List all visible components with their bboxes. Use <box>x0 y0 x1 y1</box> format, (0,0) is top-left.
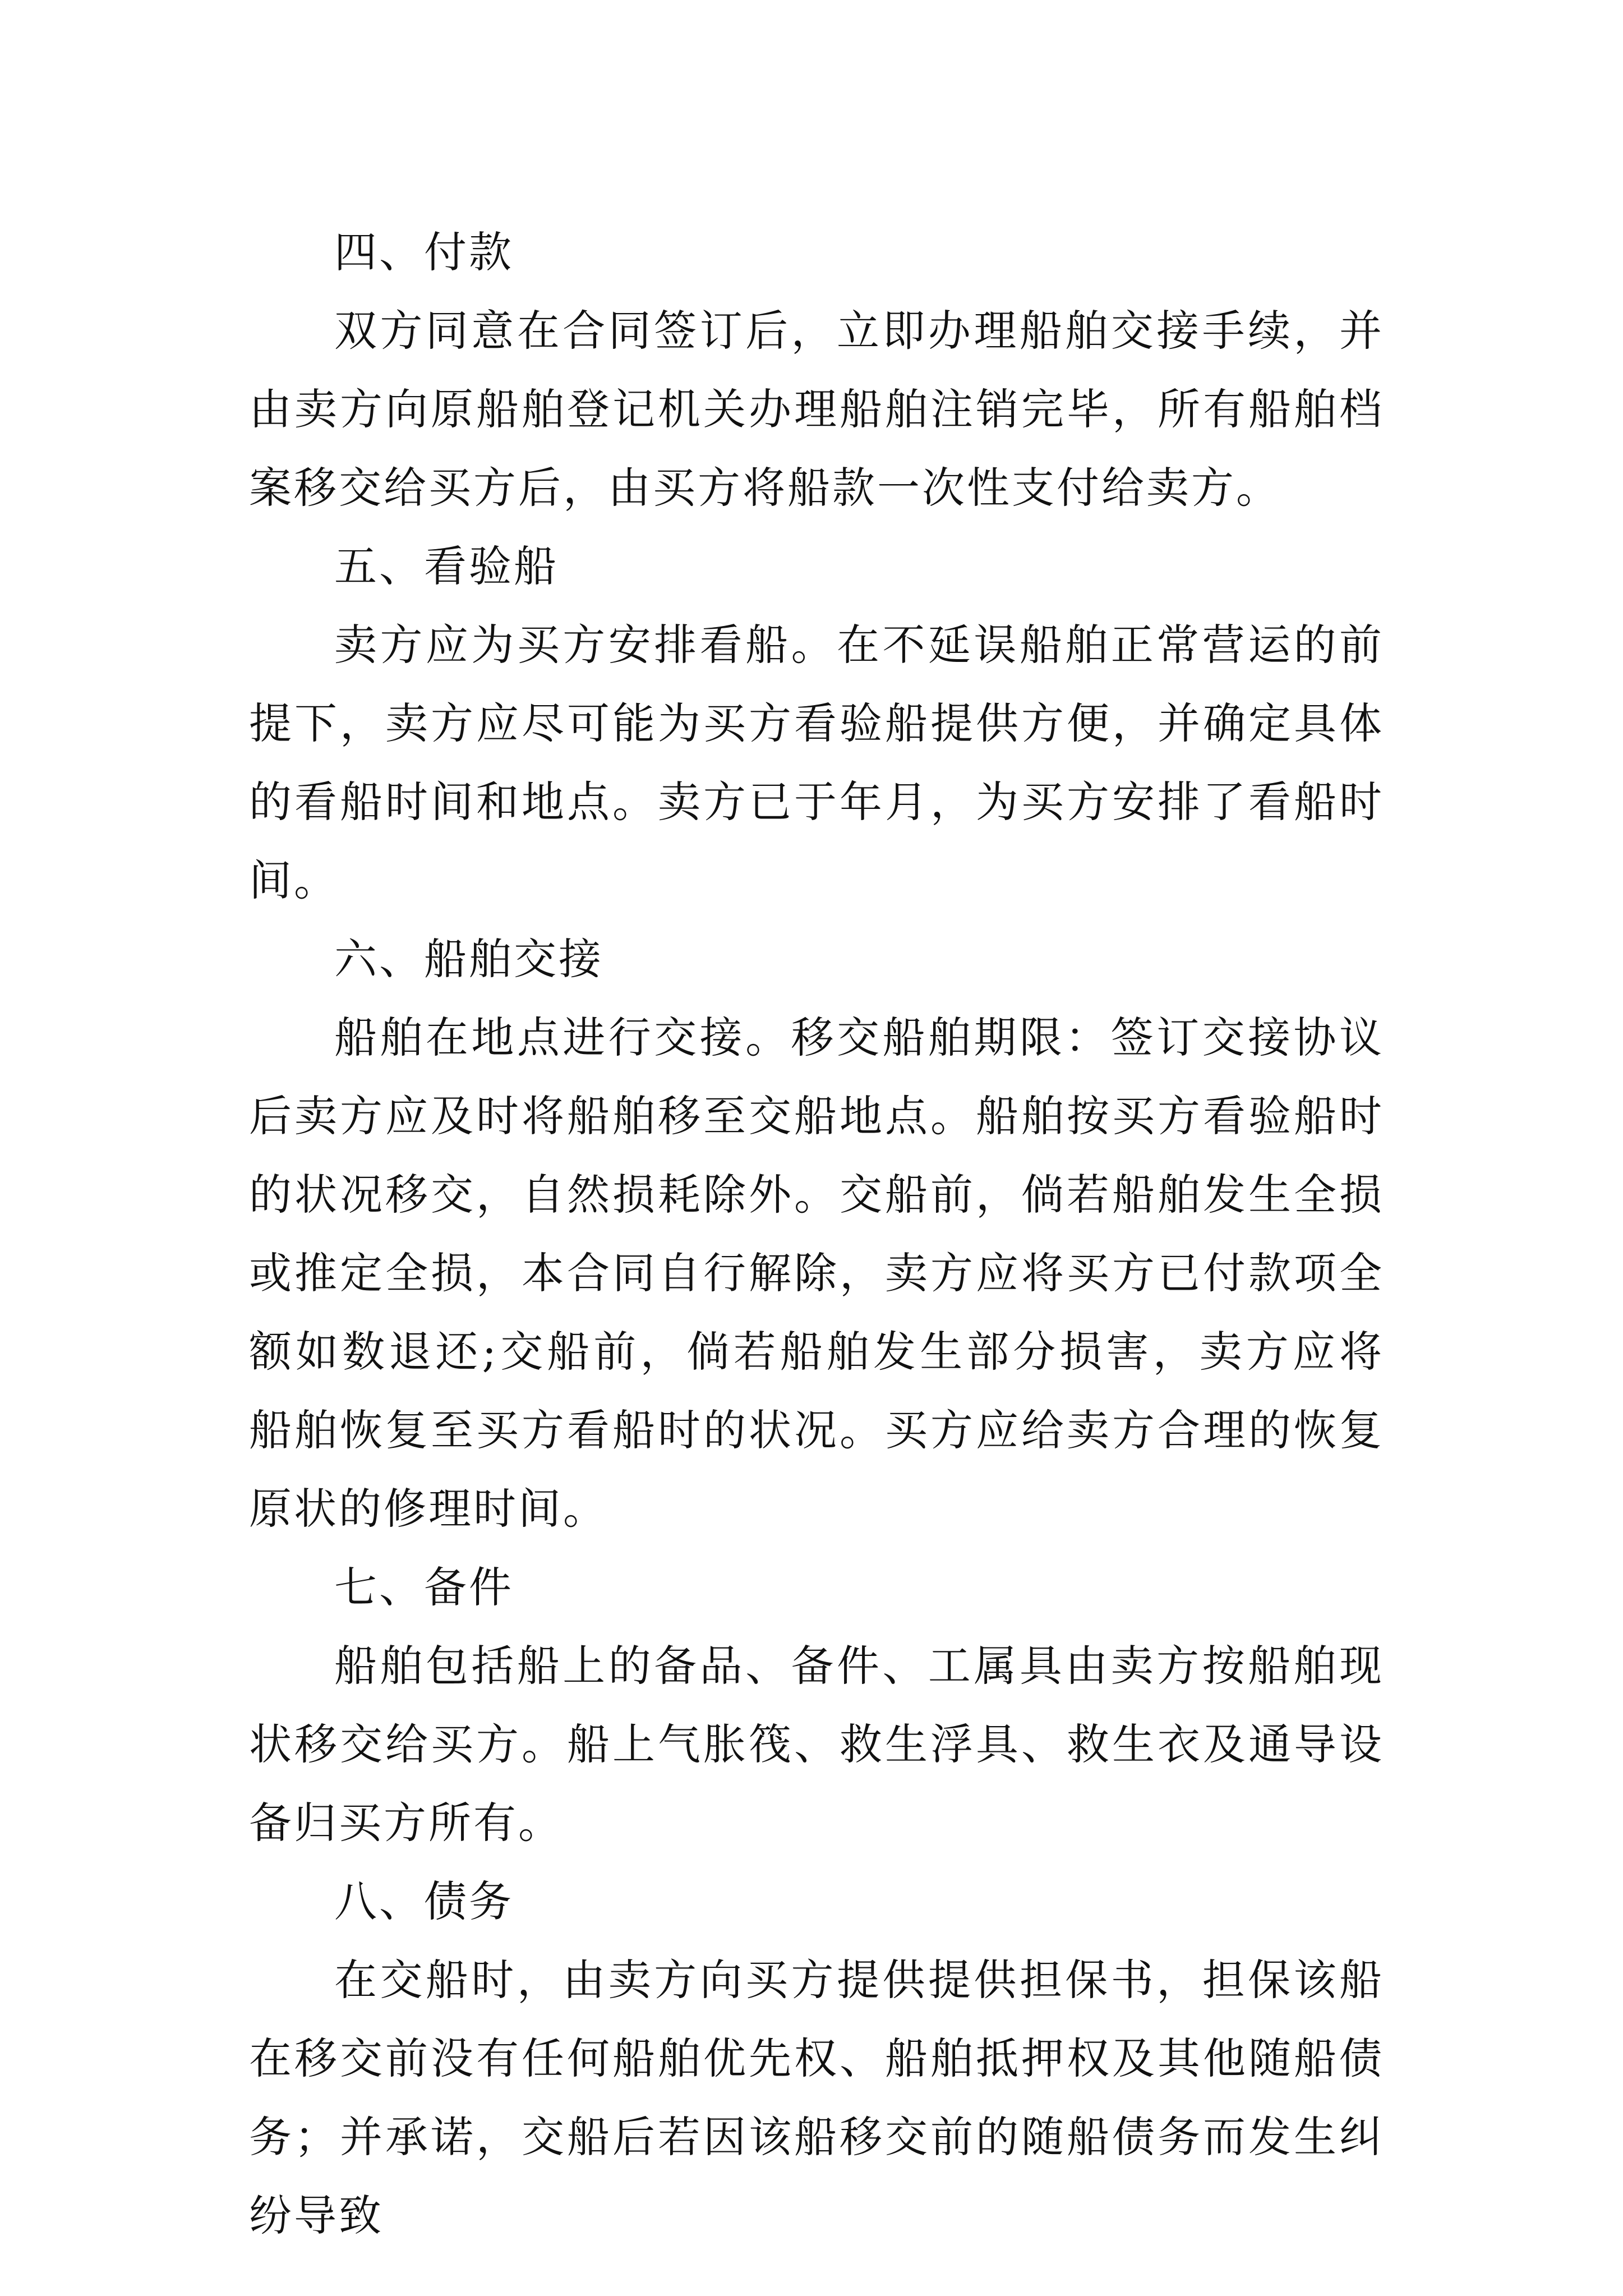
section-heading-inspection: 五、看验船 <box>334 541 559 591</box>
section-body-payment: 双方同意在合同签订后，立即办理船舶交接手续，并由卖方向原船舶登记机关办理船舶注销完毕，所有船舶档案移交给买方后，由买方将船款一次性支付给卖方。 <box>249 306 1384 513</box>
section-body-debts: 在交船时，由卖方向买方提供提供担保书，担保该船在移交前没有任何船舶优先权、船舶抵押权及其他随船债务；并承诺，交船后若因该船移交前的随船债务而发生纠纷导致 <box>249 1955 1384 2240</box>
section-heading-handover: 六、船舶交接 <box>334 934 603 984</box>
section-heading-payment: 四、付款 <box>334 227 514 277</box>
section-body-spare-parts: 船舶包括船上的备品、备件、工属具由卖方按船舶现状移交给买方。船上气胀筏、救生浮具、救生衣及通导设备归买方所有。 <box>249 1641 1384 1848</box>
section-body-inspection: 卖方应为买方安排看船。在不延误船舶正常营运的前提下，卖方应尽可能为买方看验船提供方便，并确定具体的看船时间和地点。卖方已于年月，为买方安排了看船时间。 <box>249 620 1384 905</box>
section-heading-spare-parts: 七、备件 <box>334 1562 514 1612</box>
section-body-handover: 船舶在地点进行交接。移交船舶期限：签订交接协议后卖方应及时将船舶移至交船地点。船舶按买方看验船时的状况移交，自然损耗除外。交船前，倘若船舶发生全损或推定全损，本合同自行解除，卖方应将买方已付款项全额如数退还;交船前，倘若船舶发生部分损害，卖方应将船舶恢复至买方看船时的状况。买方应给卖方合理的恢复原状的修理时间。 <box>249 1013 1384 1534</box>
document-body <box>249 213 1384 2255</box>
section-heading-debts: 八、债务 <box>334 1876 514 1926</box>
